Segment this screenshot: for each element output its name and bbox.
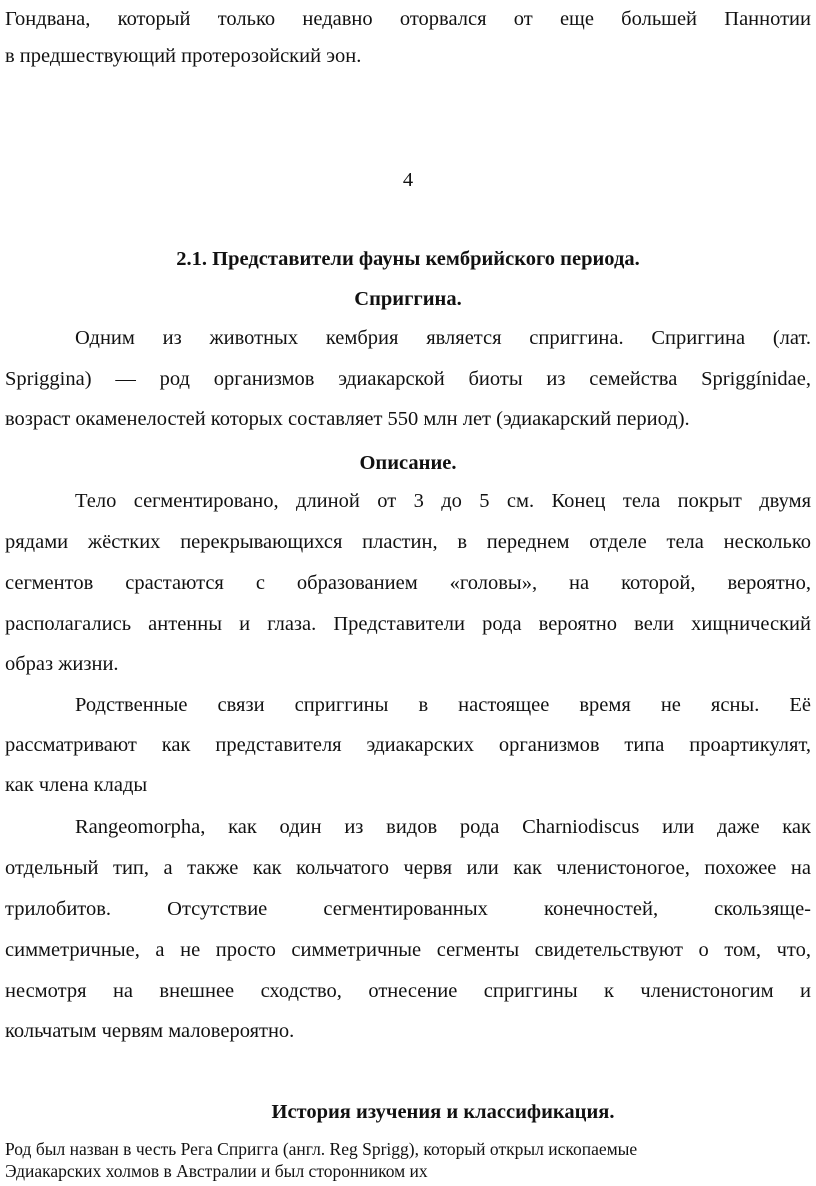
paragraph-2-line-2: рядами жёстких перекрывающихся пластин, в переднем отделе тела несколько	[5, 531, 811, 553]
paragraph-3-line-3: как члена клады	[5, 774, 148, 796]
history-heading: История изучения и классификация.	[271, 1101, 615, 1123]
paragraph-2-line-5: образ жизни.	[5, 653, 119, 675]
paragraph-2-line-1: Тело сегментировано, длиной от 3 до 5 см. Конец тела покрыт двумя	[75, 490, 811, 512]
paragraph-4-line-5: несмотря на внешнее сходство, отнесение сприггины к членистоногим и	[5, 980, 811, 1002]
intro-line-2: в предшествующий протерозойский эон.	[5, 45, 362, 67]
paragraph-3-line-2: рассматривают как представителя эдиакарских организмов типа проартикулят,	[5, 734, 811, 756]
history-text-line-1: Род был назван в честь Рега Спригга (англ. Reg Sprigg), который открыл ископаемые	[5, 1139, 638, 1159]
paragraph-4-line-3: трилобитов. Отсутствие сегментированных конечностей, скользяще-	[5, 898, 811, 920]
history-text-line-2: Эдиакарских холмов в Австралии и был сторонником их	[5, 1161, 428, 1181]
paragraph-1-line-3: возраст окаменелостей которых составляет 550 млн лет (эдиакарский период).	[5, 408, 690, 430]
paragraph-4-line-2: отдельный тип, а также как кольчатого червя или как членистоногое, похожее на	[5, 857, 811, 879]
paragraph-3-line-1: Родственные связи сприггины в настоящее время не ясны. Её	[75, 694, 811, 716]
section-title: 2.1. Представители фауны кембрийского периода.	[176, 248, 640, 270]
description-heading: Описание.	[359, 452, 457, 474]
intro-line-1: Гондвана, который только недавно оторвался от еще большей Паннотии	[5, 8, 811, 30]
paragraph-1-line-2: Spriggina) — род организмов эдиакарской биоты из семейства Spriggínidae,	[5, 368, 811, 390]
paragraph-4-line-4: симметричные, а не просто симметричные сегменты свидетельствуют о том, что,	[5, 939, 811, 961]
subsection-title: Сприггина.	[354, 288, 462, 310]
paragraph-2-line-4: располагались антенны и глаза. Представители рода вероятно вели хищнический	[5, 613, 811, 635]
paragraph-4-line-6: кольчатым червям маловероятно.	[5, 1020, 295, 1042]
paragraph-1-line-1: Одним из животных кембрия является сприггина. Сприггина (лат.	[75, 327, 811, 349]
paragraph-4-line-1: Rangeomorpha, как один из видов рода Charniodiscus или даже как	[75, 816, 811, 838]
paragraph-2-line-3: сегментов срастаются с образованием «головы», на которой, вероятно,	[5, 572, 811, 594]
page-number: 4	[402, 169, 414, 191]
